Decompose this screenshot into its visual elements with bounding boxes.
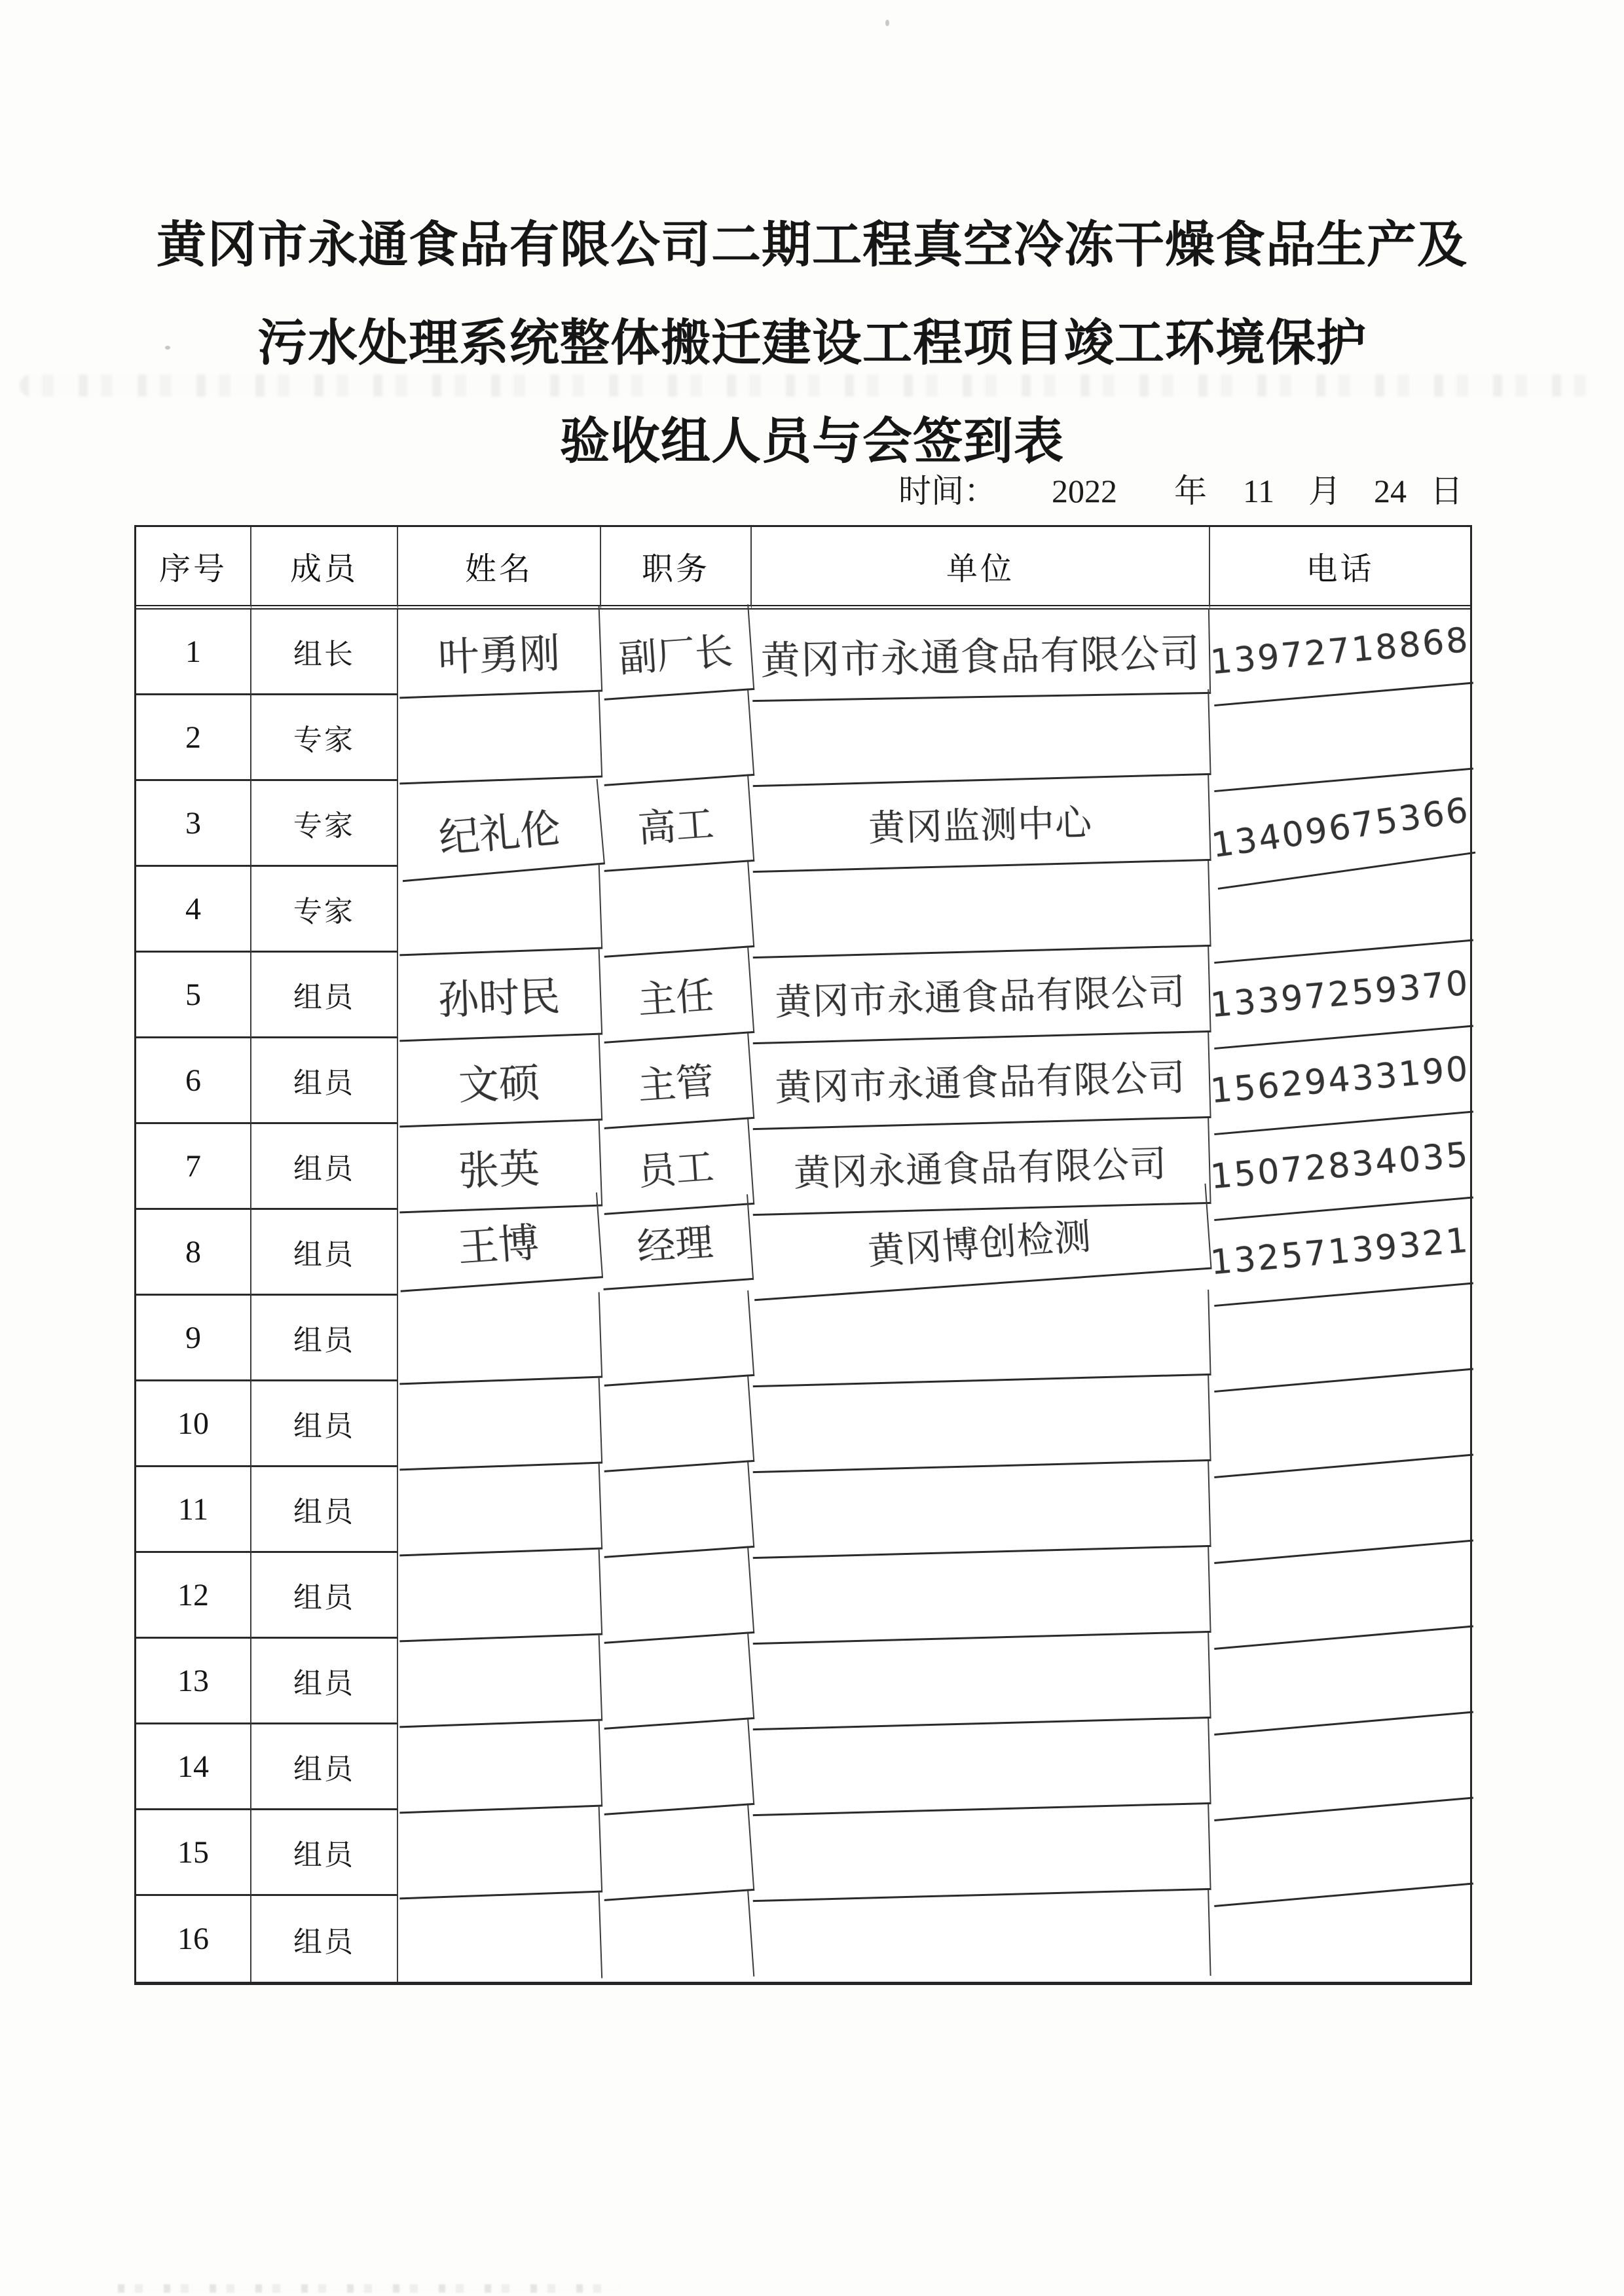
cell-position: 主任	[599, 947, 755, 1044]
cell-name: 孙时民	[397, 949, 602, 1042]
cell-phone: 15072834035	[1207, 1113, 1473, 1221]
cell-position	[599, 1719, 755, 1815]
cell-unit: 黄冈市永通食品有限公司	[750, 947, 1211, 1044]
cell-unit	[750, 1376, 1211, 1473]
scan-artifact-band	[20, 374, 1591, 397]
cell-position	[599, 690, 755, 786]
cell-position	[599, 862, 755, 958]
cell-unit	[750, 1290, 1211, 1387]
cell-position: 主管	[599, 1033, 755, 1129]
table-body	[136, 610, 1473, 1982]
date-label: 时间：	[898, 473, 997, 509]
cell-role: 组员	[251, 1296, 398, 1381]
header-cell-name: 姓名	[398, 527, 601, 610]
cell-unit: 黄冈永通食品有限公司	[750, 1118, 1211, 1216]
cell-role: 组员	[251, 1810, 398, 1896]
cell-position	[599, 1633, 755, 1730]
cell-position	[599, 1805, 755, 1901]
cell-phone: 13972718868	[1207, 598, 1473, 706]
cell-position	[599, 1290, 755, 1387]
table-row	[136, 1381, 1470, 1467]
cell-name	[397, 1292, 602, 1385]
cell-unit	[750, 1547, 1211, 1645]
scan-speck	[885, 20, 889, 26]
cell-name	[397, 692, 602, 785]
cell-unit	[750, 1804, 1211, 1902]
cell-name: 叶勇刚	[397, 606, 602, 699]
cell-unit: 黄冈监测中心	[750, 775, 1211, 873]
cell-no: 16	[136, 1896, 251, 1982]
cell-unit	[750, 861, 1211, 958]
table-row	[136, 867, 1470, 953]
cell-name	[397, 1893, 602, 1986]
cell-no: 4	[136, 867, 251, 953]
cell-position	[599, 1462, 755, 1558]
date-month: 11	[1243, 473, 1275, 509]
title-line-2: 污水处理系统整体搬迁建设工程项目竣工环境保护	[257, 316, 1367, 371]
cell-no: 6	[136, 1038, 251, 1124]
cell-unit	[750, 1719, 1211, 1816]
cell-unit	[750, 1890, 1211, 1988]
scan-speck	[165, 346, 170, 350]
table-row	[136, 610, 1470, 695]
date-day-unit: 日	[1430, 473, 1463, 509]
cell-position: 员工	[599, 1119, 755, 1215]
cell-position: 副厂长	[599, 604, 755, 701]
cell-role: 组员	[251, 1124, 398, 1210]
header-cell-phone: 电话	[1210, 527, 1470, 610]
title-line-1: 黄冈市永通食品有限公司二期工程真空冷冻干燥食品生产及	[157, 217, 1467, 273]
cell-no: 15	[136, 1810, 251, 1896]
cell-name: 文硕	[397, 1035, 602, 1128]
cell-no: 3	[136, 781, 251, 867]
cell-role: 专家	[251, 781, 398, 867]
cell-role: 组员	[251, 1639, 398, 1724]
table-row	[136, 695, 1470, 781]
date-day: 24	[1374, 473, 1407, 509]
header-cell-role: 成员	[251, 527, 398, 610]
cell-position	[599, 1376, 755, 1472]
table-row	[136, 953, 1470, 1038]
cell-unit: 黄冈市永通食品有限公司	[750, 1032, 1211, 1130]
header-cell-no: 序号	[136, 527, 251, 610]
table-row	[136, 781, 1473, 867]
cell-name	[397, 1378, 602, 1471]
date-year-unit: 年	[1174, 473, 1207, 509]
cell-no: 2	[136, 695, 251, 781]
table-row	[136, 1724, 1470, 1810]
cell-role: 组员	[251, 1896, 398, 1982]
cell-role: 组长	[251, 610, 398, 695]
table-row	[136, 1467, 1470, 1553]
cell-unit: 黄冈博创检测	[748, 1184, 1211, 1302]
cell-position	[599, 1548, 755, 1644]
table-row	[136, 1210, 1470, 1296]
cell-position	[599, 1891, 755, 1987]
cell-no: 9	[136, 1296, 251, 1381]
document-title	[0, 196, 1624, 491]
cell-no: 13	[136, 1639, 251, 1724]
cell-phone: 13257139321	[1207, 1199, 1473, 1307]
date-line	[0, 467, 1624, 515]
cell-name	[397, 1807, 602, 1900]
table-header-row	[136, 527, 1470, 610]
cell-name: 张英	[397, 1121, 602, 1214]
cell-name: 王博	[395, 1192, 603, 1292]
cell-unit	[750, 1461, 1211, 1559]
cell-position: 高工	[599, 776, 755, 872]
title-line-3: 验收组人员与会签到表	[560, 414, 1064, 469]
header-cell-position: 职务	[601, 527, 752, 610]
cell-role: 专家	[251, 695, 398, 781]
cell-no: 7	[136, 1124, 251, 1210]
table-row	[136, 1038, 1470, 1124]
cell-no: 5	[136, 953, 251, 1038]
table-row	[136, 1296, 1470, 1381]
cell-no: 12	[136, 1553, 251, 1639]
cell-name	[397, 1721, 602, 1814]
cell-unit	[750, 1633, 1211, 1730]
date-year: 2022	[1052, 473, 1117, 509]
cell-role: 组员	[251, 1467, 398, 1553]
cell-no: 8	[136, 1210, 251, 1296]
cell-name	[397, 1464, 602, 1557]
cell-role: 组员	[251, 1553, 398, 1639]
scan-artifact-bottom	[118, 2284, 622, 2293]
cell-phone: 15629433190	[1207, 1027, 1473, 1135]
cell-unit	[750, 689, 1211, 787]
cell-role: 组员	[251, 1724, 398, 1810]
table-row	[136, 1896, 1470, 1982]
table-row	[136, 1124, 1470, 1210]
cell-role: 组员	[251, 1210, 398, 1296]
cell-position: 经理	[598, 1194, 754, 1290]
cell-no: 14	[136, 1724, 251, 1810]
cell-role: 组员	[251, 1038, 398, 1124]
table-row	[136, 1639, 1470, 1724]
date-month-unit: 月	[1308, 473, 1341, 509]
cell-role: 专家	[251, 867, 398, 953]
cell-no: 11	[136, 1467, 251, 1553]
cell-name	[397, 864, 602, 957]
cell-no: 1	[136, 610, 251, 695]
header-cell-unit: 单位	[752, 527, 1210, 610]
cell-name	[397, 1550, 602, 1643]
cell-phone: 13397259370	[1207, 941, 1473, 1049]
table-row	[136, 1810, 1470, 1896]
cell-phone: 13409675366	[1206, 769, 1475, 890]
table-row	[136, 1553, 1470, 1639]
cell-no: 10	[136, 1381, 251, 1467]
cell-role: 组员	[251, 953, 398, 1038]
cell-role: 组员	[251, 1381, 398, 1467]
cell-unit: 黄冈市永通食品有限公司	[751, 608, 1211, 702]
cell-name: 纪礼伦	[396, 779, 605, 883]
cell-name	[397, 1635, 602, 1728]
sign-in-table	[134, 525, 1472, 1985]
